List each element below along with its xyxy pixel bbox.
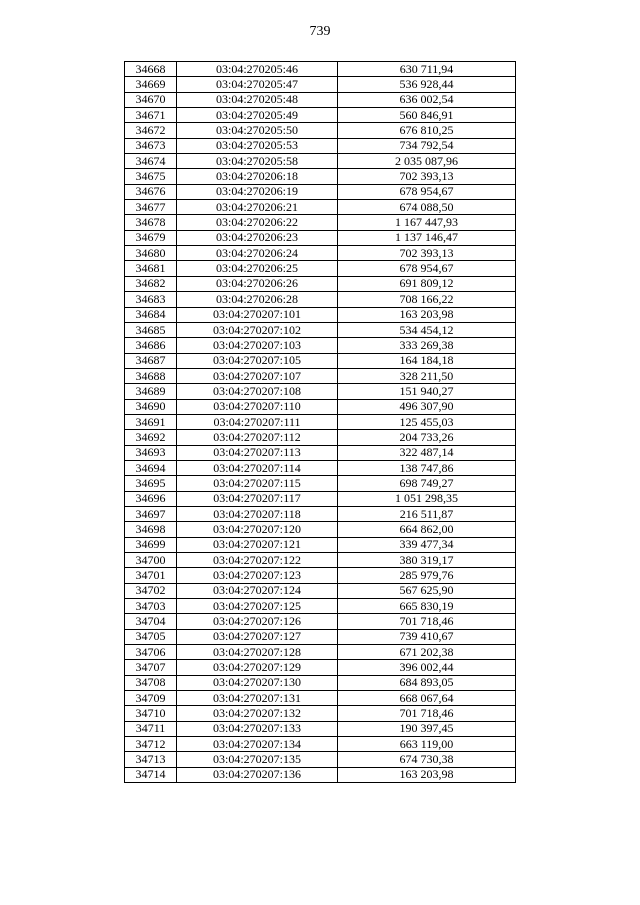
table-row bbox=[125, 629, 516, 644]
row-number-cell: 34699 bbox=[125, 537, 177, 552]
row-number-cell: 34708 bbox=[125, 675, 177, 690]
table-row bbox=[125, 568, 516, 583]
row-number-cell: 34710 bbox=[125, 706, 177, 721]
row-number-cell: 34681 bbox=[125, 261, 177, 276]
row-number-cell: 34668 bbox=[125, 62, 177, 77]
row-number-cell: 34688 bbox=[125, 368, 177, 383]
cadastral-value-cell: 204 733,26 bbox=[338, 430, 516, 445]
cadastral-number-cell: 03:04:270206:18 bbox=[177, 169, 338, 184]
table-row bbox=[125, 460, 516, 475]
row-number-cell: 34692 bbox=[125, 430, 177, 445]
row-number-cell: 34673 bbox=[125, 138, 177, 153]
cadastral-value-cell: 734 792,54 bbox=[338, 138, 516, 153]
cadastral-number-cell: 03:04:270207:123 bbox=[177, 568, 338, 583]
row-number-cell: 34714 bbox=[125, 767, 177, 782]
row-number-cell: 34682 bbox=[125, 276, 177, 291]
table-body bbox=[125, 62, 516, 783]
cadastral-number-cell: 03:04:270206:22 bbox=[177, 215, 338, 230]
row-number-cell: 34686 bbox=[125, 338, 177, 353]
row-number-cell: 34705 bbox=[125, 629, 177, 644]
cadastral-value-cell: 636 002,54 bbox=[338, 92, 516, 107]
cadastral-value-cell: 163 203,98 bbox=[338, 307, 516, 322]
row-number-cell: 34709 bbox=[125, 691, 177, 706]
cadastral-number-cell: 03:04:270207:126 bbox=[177, 614, 338, 629]
row-number-cell: 34712 bbox=[125, 737, 177, 752]
cadastral-value-cell: 164 184,18 bbox=[338, 353, 516, 368]
cadastral-number-cell: 03:04:270205:50 bbox=[177, 123, 338, 138]
cadastral-number-cell: 03:04:270207:107 bbox=[177, 368, 338, 383]
cadastral-number-cell: 03:04:270207:124 bbox=[177, 583, 338, 598]
cadastral-value-cell: 630 711,94 bbox=[338, 62, 516, 77]
cadastral-number-cell: 03:04:270206:28 bbox=[177, 292, 338, 307]
cadastral-value-cell: 496 307,90 bbox=[338, 399, 516, 414]
cadastral-number-cell: 03:04:270206:21 bbox=[177, 200, 338, 215]
cadastral-number-cell: 03:04:270206:23 bbox=[177, 230, 338, 245]
row-number-cell: 34684 bbox=[125, 307, 177, 322]
cadastral-number-cell: 03:04:270207:122 bbox=[177, 553, 338, 568]
cadastral-value-cell: 702 393,13 bbox=[338, 246, 516, 261]
table-row bbox=[125, 215, 516, 230]
cadastral-number-cell: 03:04:270205:46 bbox=[177, 62, 338, 77]
cadastral-number-cell: 03:04:270205:49 bbox=[177, 108, 338, 123]
cadastral-number-cell: 03:04:270207:115 bbox=[177, 476, 338, 491]
table-row bbox=[125, 660, 516, 675]
cadastral-value-cell: 560 846,91 bbox=[338, 108, 516, 123]
cadastral-value-cell: 674 730,38 bbox=[338, 752, 516, 767]
cadastral-number-cell: 03:04:270207:111 bbox=[177, 414, 338, 429]
table-row bbox=[125, 169, 516, 184]
row-number-cell: 34676 bbox=[125, 184, 177, 199]
table-row bbox=[125, 522, 516, 537]
cadastral-number-cell: 03:04:270206:24 bbox=[177, 246, 338, 261]
table-row bbox=[125, 322, 516, 337]
table-row bbox=[125, 599, 516, 614]
cadastral-value-cell: 671 202,38 bbox=[338, 645, 516, 660]
cadastral-value-cell: 1 137 146,47 bbox=[338, 230, 516, 245]
cadastral-value-cell: 285 979,76 bbox=[338, 568, 516, 583]
cadastral-number-cell: 03:04:270207:101 bbox=[177, 307, 338, 322]
row-number-cell: 34703 bbox=[125, 599, 177, 614]
cadastral-number-cell: 03:04:270207:133 bbox=[177, 721, 338, 736]
cadastral-number-cell: 03:04:270207:105 bbox=[177, 353, 338, 368]
table-row bbox=[125, 399, 516, 414]
table-row bbox=[125, 767, 516, 782]
table-row bbox=[125, 92, 516, 107]
table-row bbox=[125, 645, 516, 660]
cadastral-value-cell: 739 410,67 bbox=[338, 629, 516, 644]
cadastral-value-cell: 676 810,25 bbox=[338, 123, 516, 138]
cadastral-value-cell: 701 718,46 bbox=[338, 614, 516, 629]
row-number-cell: 34696 bbox=[125, 491, 177, 506]
table-row bbox=[125, 614, 516, 629]
table-row bbox=[125, 276, 516, 291]
table-row bbox=[125, 675, 516, 690]
cadastral-number-cell: 03:04:270205:47 bbox=[177, 77, 338, 92]
cadastral-value-cell: 698 749,27 bbox=[338, 476, 516, 491]
table-row bbox=[125, 138, 516, 153]
table-row bbox=[125, 77, 516, 92]
row-number-cell: 34694 bbox=[125, 460, 177, 475]
table-row bbox=[125, 123, 516, 138]
cadastral-value-cell: 1 051 298,35 bbox=[338, 491, 516, 506]
table-row bbox=[125, 430, 516, 445]
row-number-cell: 34702 bbox=[125, 583, 177, 598]
cadastral-value-cell: 702 393,13 bbox=[338, 169, 516, 184]
table-row bbox=[125, 292, 516, 307]
row-number-cell: 34672 bbox=[125, 123, 177, 138]
cadastral-number-cell: 03:04:270207:129 bbox=[177, 660, 338, 675]
cadastral-number-cell: 03:04:270207:112 bbox=[177, 430, 338, 445]
cadastral-value-cell: 1 167 447,93 bbox=[338, 215, 516, 230]
cadastral-number-cell: 03:04:270207:117 bbox=[177, 491, 338, 506]
cadastral-number-cell: 03:04:270205:48 bbox=[177, 92, 338, 107]
cadastral-value-cell: 664 862,00 bbox=[338, 522, 516, 537]
cadastral-number-cell: 03:04:270207:110 bbox=[177, 399, 338, 414]
table-row bbox=[125, 353, 516, 368]
cadastral-number-cell: 03:04:270207:121 bbox=[177, 537, 338, 552]
table-row bbox=[125, 752, 516, 767]
cadastral-number-cell: 03:04:270207:134 bbox=[177, 737, 338, 752]
cadastral-number-cell: 03:04:270206:19 bbox=[177, 184, 338, 199]
cadastral-value-cell: 674 088,50 bbox=[338, 200, 516, 215]
cadastral-number-cell: 03:04:270207:120 bbox=[177, 522, 338, 537]
table-row bbox=[125, 491, 516, 506]
cadastral-value-cell: 125 455,03 bbox=[338, 414, 516, 429]
table-row bbox=[125, 706, 516, 721]
cadastral-value-cell: 2 035 087,96 bbox=[338, 154, 516, 169]
row-number-cell: 34695 bbox=[125, 476, 177, 491]
row-number-cell: 34675 bbox=[125, 169, 177, 184]
cadastral-value-cell: 333 269,38 bbox=[338, 338, 516, 353]
cadastral-number-cell: 03:04:270207:136 bbox=[177, 767, 338, 782]
table-row bbox=[125, 154, 516, 169]
row-number-cell: 34669 bbox=[125, 77, 177, 92]
row-number-cell: 34671 bbox=[125, 108, 177, 123]
cadastral-value-cell: 328 211,50 bbox=[338, 368, 516, 383]
row-number-cell: 34683 bbox=[125, 292, 177, 307]
table-row bbox=[125, 553, 516, 568]
page-number: 739 bbox=[309, 24, 331, 39]
row-number-cell: 34680 bbox=[125, 246, 177, 261]
row-number-cell: 34685 bbox=[125, 322, 177, 337]
row-number-cell: 34689 bbox=[125, 384, 177, 399]
cadastral-number-cell: 03:04:270207:113 bbox=[177, 445, 338, 460]
cadastral-number-cell: 03:04:270207:108 bbox=[177, 384, 338, 399]
table-row bbox=[125, 62, 516, 77]
cadastral-value-cell: 163 203,98 bbox=[338, 767, 516, 782]
table-row bbox=[125, 261, 516, 276]
row-number-cell: 34670 bbox=[125, 92, 177, 107]
cadastral-value-cell: 536 928,44 bbox=[338, 77, 516, 92]
cadastral-number-cell: 03:04:270207:103 bbox=[177, 338, 338, 353]
row-number-cell: 34674 bbox=[125, 154, 177, 169]
cadastral-number-cell: 03:04:270205:53 bbox=[177, 138, 338, 153]
row-number-cell: 34706 bbox=[125, 645, 177, 660]
table-row bbox=[125, 445, 516, 460]
row-number-cell: 34691 bbox=[125, 414, 177, 429]
cadastral-number-cell: 03:04:270206:26 bbox=[177, 276, 338, 291]
table-row bbox=[125, 200, 516, 215]
cadastral-value-cell: 663 119,00 bbox=[338, 737, 516, 752]
cadastral-value-cell: 678 954,67 bbox=[338, 261, 516, 276]
cadastral-number-cell: 03:04:270207:118 bbox=[177, 506, 338, 521]
cadastral-number-cell: 03:04:270207:131 bbox=[177, 691, 338, 706]
row-number-cell: 34677 bbox=[125, 200, 177, 215]
cadastral-number-cell: 03:04:270207:128 bbox=[177, 645, 338, 660]
row-number-cell: 34698 bbox=[125, 522, 177, 537]
cadastral-value-cell: 339 477,34 bbox=[338, 537, 516, 552]
cadastral-number-cell: 03:04:270205:58 bbox=[177, 154, 338, 169]
cadastral-value-cell: 665 830,19 bbox=[338, 599, 516, 614]
row-number-cell: 34701 bbox=[125, 568, 177, 583]
cadastral-number-cell: 03:04:270207:132 bbox=[177, 706, 338, 721]
cadastral-number-cell: 03:04:270207:130 bbox=[177, 675, 338, 690]
table-row bbox=[125, 506, 516, 521]
cadastral-value-cell: 380 319,17 bbox=[338, 553, 516, 568]
table-row bbox=[125, 537, 516, 552]
cadastral-number-cell: 03:04:270207:114 bbox=[177, 460, 338, 475]
table-row bbox=[125, 246, 516, 261]
table-row bbox=[125, 230, 516, 245]
table-row bbox=[125, 307, 516, 322]
cadastral-value-cell: 684 893,05 bbox=[338, 675, 516, 690]
row-number-cell: 34678 bbox=[125, 215, 177, 230]
cadastral-value-cell: 534 454,12 bbox=[338, 322, 516, 337]
row-number-cell: 34704 bbox=[125, 614, 177, 629]
row-number-cell: 34700 bbox=[125, 553, 177, 568]
table-row bbox=[125, 184, 516, 199]
cadastral-number-cell: 03:04:270207:127 bbox=[177, 629, 338, 644]
cadastral-number-cell: 03:04:270207:125 bbox=[177, 599, 338, 614]
row-number-cell: 34679 bbox=[125, 230, 177, 245]
cadastral-value-cell: 216 511,87 bbox=[338, 506, 516, 521]
cadastral-value-cell: 322 487,14 bbox=[338, 445, 516, 460]
table-row bbox=[125, 691, 516, 706]
table-row bbox=[125, 721, 516, 736]
row-number-cell: 34693 bbox=[125, 445, 177, 460]
table-row bbox=[125, 384, 516, 399]
row-number-cell: 34690 bbox=[125, 399, 177, 414]
cadastral-number-cell: 03:04:270206:25 bbox=[177, 261, 338, 276]
cadastral-value-cell: 151 940,27 bbox=[338, 384, 516, 399]
row-number-cell: 34707 bbox=[125, 660, 177, 675]
table-row bbox=[125, 108, 516, 123]
cadastral-value-cell: 138 747,86 bbox=[338, 460, 516, 475]
cadastral-value-cell: 396 002,44 bbox=[338, 660, 516, 675]
table-row bbox=[125, 414, 516, 429]
cadastral-value-cell: 701 718,46 bbox=[338, 706, 516, 721]
table-row bbox=[125, 476, 516, 491]
cadastral-value-cell: 190 397,45 bbox=[338, 721, 516, 736]
cadastral-value-table bbox=[124, 61, 516, 783]
cadastral-number-cell: 03:04:270207:135 bbox=[177, 752, 338, 767]
row-number-cell: 34713 bbox=[125, 752, 177, 767]
cadastral-value-cell: 668 067,64 bbox=[338, 691, 516, 706]
cadastral-value-cell: 567 625,90 bbox=[338, 583, 516, 598]
row-number-cell: 34687 bbox=[125, 353, 177, 368]
cadastral-number-cell: 03:04:270207:102 bbox=[177, 322, 338, 337]
cadastral-value-cell: 708 166,22 bbox=[338, 292, 516, 307]
table-row bbox=[125, 368, 516, 383]
table-row bbox=[125, 737, 516, 752]
table-row bbox=[125, 338, 516, 353]
cadastral-value-cell: 691 809,12 bbox=[338, 276, 516, 291]
row-number-cell: 34697 bbox=[125, 506, 177, 521]
table-row bbox=[125, 583, 516, 598]
cadastral-value-cell: 678 954,67 bbox=[338, 184, 516, 199]
row-number-cell: 34711 bbox=[125, 721, 177, 736]
